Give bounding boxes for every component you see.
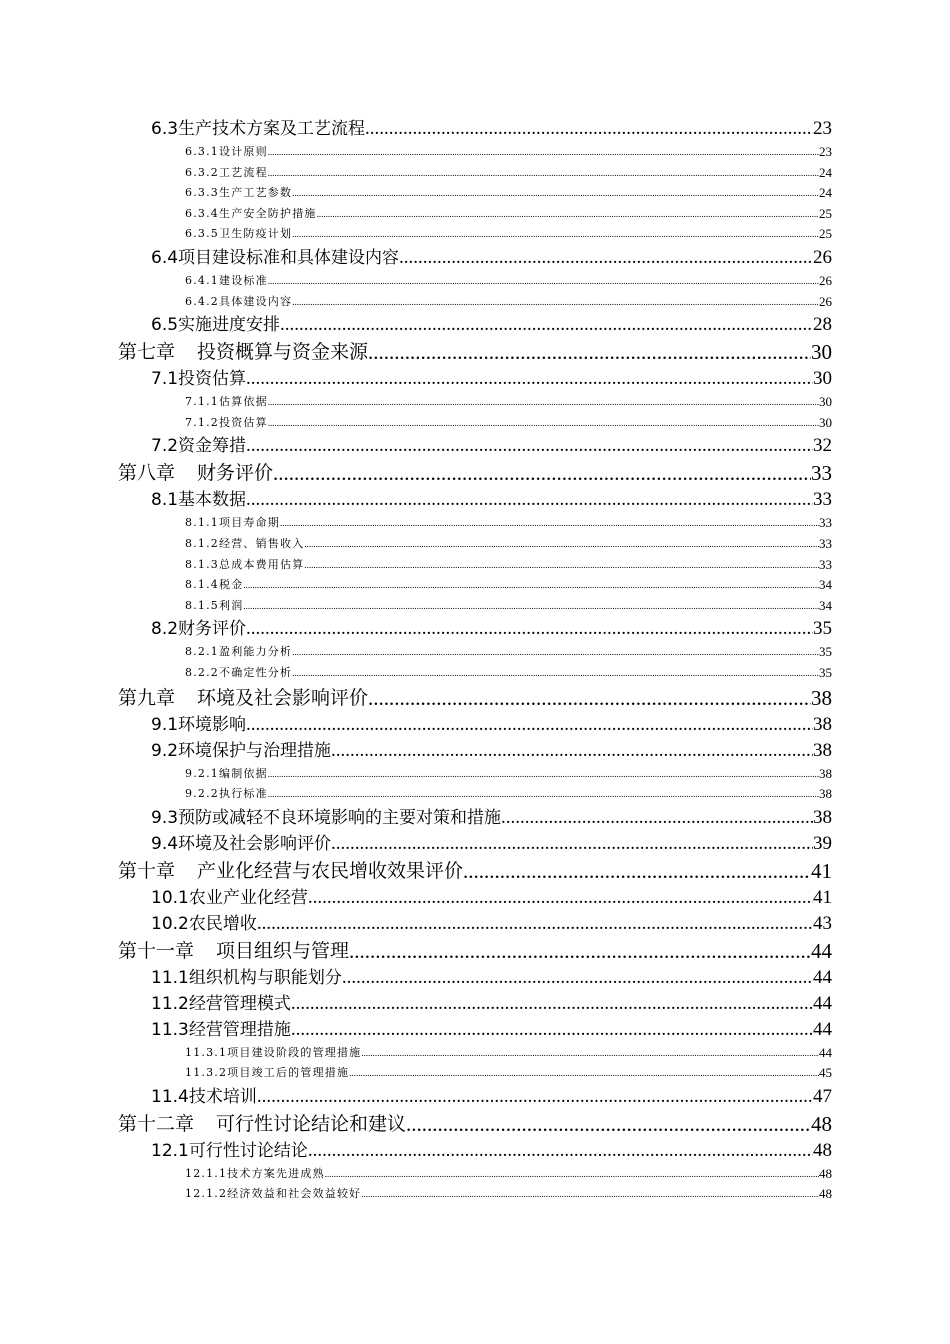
toc-subsection-entry[interactable] xyxy=(118,392,832,413)
toc-section-entry[interactable] xyxy=(118,911,832,937)
toc-subsection-entry[interactable] xyxy=(118,1063,832,1084)
toc-page-number: 33 xyxy=(811,461,832,486)
toc-section-entry[interactable] xyxy=(118,312,832,338)
toc-subsection-entry[interactable] xyxy=(118,663,832,684)
toc-section-entry[interactable] xyxy=(118,1084,832,1110)
toc-entry-label: 8.2.2不确定性分析 xyxy=(185,665,293,679)
toc-page-number: 30 xyxy=(819,394,832,410)
toc-subsection-entry[interactable] xyxy=(118,271,832,292)
toc-chapter-number: 第十章 xyxy=(118,859,176,882)
toc-subsection-entry[interactable] xyxy=(118,534,832,555)
toc-page-number: 38 xyxy=(813,806,832,828)
toc-dot-leader xyxy=(331,831,813,857)
toc-chapter-entry[interactable] xyxy=(118,1110,832,1138)
toc-entry-label: 12.1.1技术方案先进成熟 xyxy=(185,1166,325,1180)
toc-page-number: 33 xyxy=(813,489,832,511)
toc-dot-leader xyxy=(257,1084,813,1110)
toc-chapter-number: 第十二章 xyxy=(118,1112,195,1135)
toc-dot-leader xyxy=(268,392,819,413)
toc-entry-label: 9.2环境保护与治理措施 xyxy=(151,740,332,761)
toc-page-number: 38 xyxy=(819,765,832,781)
toc-subsection-entry[interactable] xyxy=(118,555,832,576)
toc-entry-label: 8.1.4税金 xyxy=(185,578,244,592)
toc-dot-leader xyxy=(406,1110,811,1138)
toc-entry-label: 7.1.2投资估算 xyxy=(185,415,268,429)
toc-chapter-title: 产业化经营与农民增收效果评价 xyxy=(197,859,464,882)
toc-dot-leader xyxy=(292,663,819,684)
toc-dot-leader xyxy=(368,338,811,366)
toc-page-number: 33 xyxy=(819,515,832,531)
toc-chapter-title: 项目组织与管理 xyxy=(216,939,350,962)
toc-entry-label: 7.1.1估算依据 xyxy=(185,395,268,409)
toc-entry-label: 11.3经营管理措施 xyxy=(151,1019,291,1040)
toc-entry-label: 9.2.2执行标准 xyxy=(185,787,268,801)
toc-dot-leader xyxy=(304,534,819,555)
toc-page-number: 32 xyxy=(813,435,832,457)
toc-page-number: 35 xyxy=(813,618,832,640)
toc-page-number: 48 xyxy=(813,1139,832,1161)
toc-dot-leader xyxy=(331,738,813,764)
toc-dot-leader xyxy=(246,433,813,459)
toc-dot-leader xyxy=(342,965,813,991)
toc-dot-leader xyxy=(365,116,813,142)
toc-section-entry[interactable] xyxy=(118,616,832,642)
toc-subsection-entry[interactable] xyxy=(118,292,832,313)
toc-entry-label: 11.2经营管理模式 xyxy=(151,993,291,1014)
toc-dot-leader xyxy=(399,245,813,271)
toc-entry-label: 9.1环境影响 xyxy=(151,714,247,735)
toc-page-number: 44 xyxy=(819,1044,832,1060)
toc-section-entry[interactable] xyxy=(118,116,832,142)
toc-dot-leader xyxy=(246,487,813,513)
toc-dot-leader xyxy=(268,163,819,184)
toc-dot-leader xyxy=(243,575,819,596)
toc-page-number: 38 xyxy=(819,786,832,802)
toc-dot-leader xyxy=(280,513,819,534)
toc-subsection-entry[interactable] xyxy=(118,642,832,663)
toc-page-number: 43 xyxy=(813,912,832,934)
toc-page-number: 44 xyxy=(813,966,832,988)
toc-entry-label: 6.3.1设计原则 xyxy=(185,145,268,158)
toc-page-number: 25 xyxy=(819,226,832,242)
toc-chapter-number: 第十一章 xyxy=(118,939,195,962)
toc-subsection-entry[interactable] xyxy=(118,513,832,534)
toc-page-number: 41 xyxy=(811,858,832,883)
toc-page-number: 30 xyxy=(811,340,832,365)
toc-entry-label: 6.5实施进度安排 xyxy=(151,315,281,336)
toc-page-number: 33 xyxy=(819,535,832,551)
toc-subsection-entry[interactable] xyxy=(118,183,832,204)
toc-subsection-entry[interactable] xyxy=(118,1184,832,1205)
toc-page-number: 47 xyxy=(813,1085,832,1107)
toc-page-number: 39 xyxy=(813,832,832,854)
toc-dot-leader xyxy=(292,642,819,663)
toc-page-number: 23 xyxy=(813,118,832,139)
toc-dot-leader xyxy=(280,312,813,338)
toc-page-number: 35 xyxy=(819,644,832,660)
toc-page-number: 34 xyxy=(819,597,832,613)
toc-page-number: 26 xyxy=(819,272,832,288)
toc-page-number: 30 xyxy=(813,368,832,390)
toc-dot-leader xyxy=(304,555,819,576)
toc-dot-leader xyxy=(325,1164,819,1185)
toc-page-number: 26 xyxy=(819,293,832,309)
toc-entry-label: 6.4项目建设标准和具体建设内容 xyxy=(151,247,400,268)
toc-section-entry[interactable] xyxy=(118,805,832,831)
toc-subsection-entry[interactable] xyxy=(118,224,832,245)
toc-chapter-number: 第七章 xyxy=(118,341,176,364)
toc-section-entry[interactable] xyxy=(118,245,832,271)
toc-dot-leader xyxy=(268,271,819,292)
toc-page-number: 30 xyxy=(819,414,832,430)
toc-page-number: 34 xyxy=(819,577,832,593)
toc-dot-leader xyxy=(317,204,819,225)
toc-entry-label: 9.4环境及社会影响评价 xyxy=(151,833,332,854)
toc-dot-leader xyxy=(361,1184,819,1205)
toc-entry-label: 11.3.1项目建设阶段的管理措施 xyxy=(185,1045,362,1059)
toc-entry-label xyxy=(118,857,463,885)
toc-dot-leader xyxy=(368,684,811,712)
toc-section-entry[interactable] xyxy=(118,433,832,459)
toc-subsection-entry[interactable] xyxy=(118,413,832,434)
toc-chapter-number: 第八章 xyxy=(118,462,176,485)
toc-dot-leader xyxy=(501,805,813,831)
toc-entry-label: 8.1.2经营、销售收入 xyxy=(185,536,305,550)
toc-chapter-title: 财务评价 xyxy=(197,462,274,485)
toc-dot-leader xyxy=(291,1017,813,1043)
toc-page-number: 33 xyxy=(819,556,832,572)
toc-chapter-entry[interactable] xyxy=(118,684,832,712)
toc-dot-leader xyxy=(308,885,813,911)
toc-entry-label xyxy=(118,684,368,712)
toc-entry-label: 6.3.5卫生防疫计划 xyxy=(185,227,293,241)
toc-subsection-entry[interactable] xyxy=(118,142,832,163)
toc-chapter-title: 环境及社会影响评价 xyxy=(197,686,369,709)
toc-section-entry[interactable] xyxy=(118,885,832,911)
toc-page-number: 35 xyxy=(819,664,832,680)
toc-entry-label: 12.1可行性讨论结论 xyxy=(151,1140,308,1161)
toc-page-number: 38 xyxy=(811,685,832,710)
toc-dot-leader xyxy=(292,292,819,313)
toc-page-number: 24 xyxy=(819,185,832,201)
toc-chapter-entry[interactable] xyxy=(118,937,832,965)
toc-section-entry[interactable] xyxy=(118,487,832,513)
toc-section-entry[interactable] xyxy=(118,366,832,392)
toc-dot-leader xyxy=(308,1138,813,1164)
toc-page-number: 44 xyxy=(813,992,832,1014)
toc-dot-leader xyxy=(257,911,813,937)
toc-section-entry[interactable] xyxy=(118,712,832,738)
toc-dot-leader xyxy=(268,142,819,163)
toc-section-entry[interactable] xyxy=(118,965,832,991)
toc-chapter-title: 投资概算与资金来源 xyxy=(197,341,369,364)
toc-section-entry[interactable] xyxy=(118,738,832,764)
toc-page-number: 25 xyxy=(819,205,832,221)
toc-subsection-entry[interactable] xyxy=(118,1164,832,1185)
toc-entry-label: 6.3.3生产工艺参数 xyxy=(185,186,293,200)
toc-entry-label: 8.1基本数据 xyxy=(151,490,247,511)
toc-page-number: 23 xyxy=(819,144,832,159)
toc-page-number: 38 xyxy=(813,739,832,761)
toc-entry-label: 6.4.1建设标准 xyxy=(185,273,268,287)
toc-dot-leader xyxy=(291,991,813,1017)
toc-page-number: 28 xyxy=(813,314,832,336)
toc-entry-label: 7.1投资估算 xyxy=(151,369,247,390)
toc-entry-label: 9.2.1编制依据 xyxy=(185,766,268,780)
toc-dot-leader xyxy=(463,857,811,885)
toc-subsection-entry[interactable] xyxy=(118,596,832,617)
toc-dot-leader xyxy=(246,712,813,738)
toc-entry-label xyxy=(118,937,349,965)
toc-page-number: 48 xyxy=(819,1186,832,1202)
toc-subsection-entry[interactable] xyxy=(118,1043,832,1064)
toc-dot-leader xyxy=(273,459,811,487)
toc-entry-label xyxy=(118,338,368,366)
toc-dot-leader xyxy=(349,937,811,965)
toc-section-entry[interactable] xyxy=(118,831,832,857)
toc-dot-leader xyxy=(292,224,819,245)
toc-section-entry[interactable] xyxy=(118,1017,832,1043)
toc-page-number: 24 xyxy=(819,164,832,180)
toc-subsection-entry[interactable] xyxy=(118,764,832,785)
toc-dot-leader xyxy=(268,413,819,434)
toc-entry-label: 11.3.2项目竣工后的管理措施 xyxy=(185,1066,350,1080)
toc-chapter-entry[interactable] xyxy=(118,338,832,366)
toc-entry-label: 11.1组织机构与职能划分 xyxy=(151,967,342,988)
toc-dot-leader xyxy=(349,1063,819,1084)
toc-entry-label: 10.1农业产业化经营 xyxy=(151,887,308,908)
toc-chapter-entry[interactable] xyxy=(118,857,832,885)
toc-entry-label: 8.1.3总成本费用估算 xyxy=(185,557,305,571)
toc-chapter-number: 第九章 xyxy=(118,686,176,709)
toc-subsection-entry[interactable] xyxy=(118,575,832,596)
table-of-contents xyxy=(118,116,832,1205)
toc-entry-label: 9.3预防或减轻不良环境影响的主要对策和措施 xyxy=(151,807,502,828)
toc-entry-label: 8.1.1项目寿命期 xyxy=(185,516,280,530)
toc-entry-label xyxy=(118,459,273,487)
toc-entry-label: 11.4技术培训 xyxy=(151,1086,257,1107)
toc-page-number: 41 xyxy=(813,886,832,908)
toc-page-number: 38 xyxy=(813,713,832,735)
toc-page-number: 48 xyxy=(819,1165,832,1181)
toc-entry-label: 8.1.5利润 xyxy=(185,598,244,612)
toc-entry-label: 6.3.2工艺流程 xyxy=(185,165,268,179)
toc-dot-leader xyxy=(268,764,819,785)
toc-page-number: 26 xyxy=(813,246,832,268)
toc-page-number: 44 xyxy=(811,938,832,963)
toc-dot-leader xyxy=(246,366,813,392)
toc-subsection-entry[interactable] xyxy=(118,204,832,225)
toc-page-number: 45 xyxy=(819,1065,832,1081)
toc-entry-label: 12.1.2经济效益和社会效益较好 xyxy=(185,1187,362,1201)
toc-entry-label: 10.2农民增收 xyxy=(151,913,257,934)
toc-section-entry[interactable] xyxy=(118,1138,832,1164)
toc-subsection-entry[interactable] xyxy=(118,784,832,805)
toc-entry-label: 7.2资金筹措 xyxy=(151,436,247,457)
toc-section-entry[interactable] xyxy=(118,991,832,1017)
toc-dot-leader xyxy=(292,183,819,204)
toc-dot-leader xyxy=(361,1043,819,1064)
toc-entry-label: 8.2.1盈利能力分析 xyxy=(185,645,293,659)
toc-chapter-entry[interactable] xyxy=(118,459,832,487)
toc-entry-label: 6.3.4生产安全防护措施 xyxy=(185,206,317,220)
toc-dot-leader xyxy=(268,784,819,805)
toc-chapter-title: 可行性讨论结论和建议 xyxy=(216,1112,407,1135)
toc-page-number: 44 xyxy=(813,1018,832,1040)
toc-entry-label: 8.2财务评价 xyxy=(151,619,247,640)
toc-entry-label xyxy=(118,1110,406,1138)
toc-dot-leader xyxy=(246,616,813,642)
toc-page-number: 48 xyxy=(811,1111,832,1136)
toc-subsection-entry[interactable] xyxy=(118,163,832,184)
toc-dot-leader xyxy=(243,596,819,617)
toc-entry-label: 6.4.2具体建设内容 xyxy=(185,294,293,308)
toc-entry-label: 6.3生产技术方案及工艺流程 xyxy=(151,119,366,139)
